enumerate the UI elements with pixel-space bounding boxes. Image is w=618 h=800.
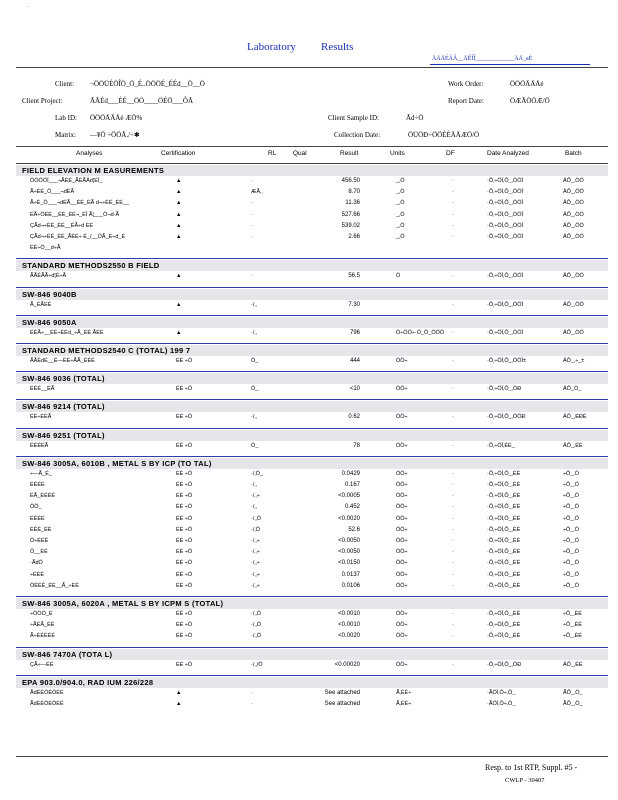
result-units: ÖÖ÷	[396, 622, 408, 629]
result-units: ÖÖ÷	[396, 358, 408, 364]
dilution-factor: ·	[452, 358, 454, 364]
result-units: ÖÖ÷	[396, 515, 408, 522]
result-units: ÖÖ÷	[396, 493, 408, 500]
batch-id: ÄÔ_‚ÉÉ	[563, 661, 583, 668]
result-units: ÖÖ÷	[396, 504, 408, 511]
result-units: ÖÖ÷	[396, 571, 408, 578]
section-divider	[16, 596, 608, 597]
col-rl: RL	[268, 150, 277, 157]
certification-mark: ▲	[176, 234, 182, 240]
reporting-limit: Ö_	[251, 358, 259, 364]
section-title: SW-846 3005A, 6010B , METAL S BY ICP (TO TAL)	[22, 458, 212, 468]
section-divider	[16, 287, 608, 288]
result-units: _‚Ö	[396, 234, 405, 240]
reporting-limit: ·/‚‚	[251, 504, 257, 511]
result-units: _‚Ö	[396, 222, 405, 229]
batch-id: ÄÔ_‚ÖÖ	[563, 234, 584, 240]
result-value: 78	[353, 442, 360, 449]
date-analyzed: ·Ô‚÷ÖÎ‚Ô_‚ÖÖÎ	[487, 189, 524, 196]
result-units: ÖÖ÷	[396, 549, 408, 556]
date-analyzed: ·Ô‚÷ÖÎ‚Ô_‚ÖÐ	[487, 661, 522, 668]
date-analyzed: ·Ô‚÷ÖÎ‚Ô_‚ÉÉ	[487, 633, 521, 640]
date-analyzed: ·Ô‚÷ÖÎ‚Ô_‚ÖÖÎ±	[487, 358, 527, 364]
analyte-name: ÃÃÉÃÃ÷d¦É÷Ã	[30, 273, 67, 280]
section-divider	[16, 315, 608, 316]
reporting-limit: ·	[251, 689, 253, 696]
reporting-limit: ·/‚‚Ö	[251, 622, 262, 629]
reporting-limit: ·/‚‚Ö	[251, 611, 262, 617]
dilution-factor: ·	[452, 515, 454, 522]
batch-id: ÄÔ_‚ÉÐÉ	[563, 414, 587, 421]
section-title: SW-846 9214 (TOTAL)	[22, 402, 105, 412]
analyte-name: ÇÃd¬÷ÉÉ_ÉÉ__ÉÃ÷d ÉÉ	[30, 222, 94, 229]
client-project-label: Client Project:	[22, 97, 63, 105]
result-value: 0.0106	[341, 582, 360, 589]
date-analyzed: ·Ô‚÷ÖÎ‚Ô_‚ÉÉ	[487, 611, 521, 617]
result-units: ÖÖ÷	[396, 482, 408, 488]
work-order-value: ÖÖÖÄÄÅé	[510, 80, 544, 88]
section-title: SW-846 9040B	[22, 289, 77, 299]
reporting-limit: ·	[251, 234, 253, 240]
certification-mark: ▲	[176, 329, 182, 336]
analyte-name: ÷ÉÉÉ	[30, 571, 45, 578]
certification-mark: ÉÉ ÷Ö	[176, 504, 193, 511]
section-title: SW-846 9036 (TOTAL)	[22, 374, 105, 384]
dilution-factor: ·	[452, 200, 454, 207]
work-order-label: Work Order:	[448, 80, 484, 88]
footer-rule	[16, 756, 608, 757]
batch-id: ÷Ô_‚Ö	[563, 515, 579, 522]
result-value: <0.0150	[338, 560, 360, 567]
date-analyzed: ·Ô‚÷ÖÎ‚Ô_‚ÖÖÎ	[487, 301, 524, 308]
top-blue-rule	[430, 64, 590, 65]
result-units: ÖÖ÷	[396, 661, 408, 668]
result-value: 7.30	[348, 301, 360, 308]
batch-id: ÃÔ_‚Ö_	[563, 701, 583, 707]
batch-id: ÷Ô_‚Ö	[563, 560, 579, 567]
analyte-name: ÉÉ÷ÉÉÃ	[30, 414, 52, 421]
analyte-name: ÉÉÃ÷__ÉÉ÷ÉÉd_÷Ã_ÉÉ ÃÉÉ	[30, 329, 104, 336]
section-title: SW-846 9050A	[22, 317, 77, 327]
batch-id: ÷Ô_‚Ö	[563, 538, 579, 544]
reporting-limit: ·/‚Ö_	[251, 470, 263, 477]
result-value: 456.50	[341, 178, 360, 184]
certification-mark: ÉÉ ÷Ö	[176, 526, 193, 533]
client-value: ¬ÖÖÜÉÖÎÖ_Ö_É..ÖÖÖÉ_ÉÉd__Ö__Ö	[90, 80, 205, 88]
result-value: 0.62	[348, 414, 360, 421]
batch-id: ÷Ô_‚ÉÉ	[563, 611, 582, 617]
result-value: <0.0005	[338, 493, 360, 500]
result-value: 11.36	[345, 200, 360, 207]
result-value: 444	[349, 358, 360, 364]
date-analyzed: ·Ô‚÷ÖÎ‚Ô_‚ÉÉ	[487, 571, 521, 578]
section-title: SW-846 3005A, 6020A , METAL S BY ICPM S (TOTAL)	[22, 599, 224, 608]
batch-id: ÄÔ_‚ÖÖ	[563, 222, 584, 229]
col-certification: Certification	[161, 150, 196, 157]
client-sample-id-label: Client Sample ID:	[328, 114, 379, 122]
analyte-name: ÖÖ_	[30, 504, 42, 511]
dilution-factor: ·	[452, 633, 454, 640]
result-value: <0.0050	[338, 538, 360, 544]
analyte-name: ÷ÖÖÖ_É	[30, 611, 53, 617]
result-units: Ö÷ÖÖ÷·Ö_Ö_ÖÖÖ	[396, 329, 445, 336]
result-units: Ö	[396, 273, 401, 280]
certification-mark: ÉÉ ÷Ö	[176, 611, 193, 617]
date-analyzed: ·Ô‚÷ÖÎ‚Ô_‚ÉÉ	[487, 538, 521, 544]
col-df: DF	[446, 150, 455, 157]
dilution-factor: ·	[452, 234, 454, 240]
batch-id: ÄÔ_‚ÉÉ	[563, 442, 583, 449]
result-value: 0.167	[344, 482, 360, 488]
batch-id: ÄÔ_‚ÖÖ	[563, 178, 584, 184]
section-divider	[16, 675, 608, 676]
date-analyzed: ·Ô‚÷ÖÎ‚Ô_‚ÖÖÎ	[487, 200, 524, 207]
certification-mark: ÉÉ ÷Ö	[176, 661, 193, 668]
date-analyzed: ·Ô‚÷ÖÎ‚Ô_‚ÖÖÎ	[487, 211, 524, 218]
result-units: ÖÖ÷	[396, 560, 408, 567]
reporting-limit: ·	[251, 178, 253, 184]
footer-response-note: Resp. to 1st RTP, Suppl. #5 -	[485, 763, 578, 772]
col-qual: Qual	[293, 150, 307, 157]
analyte-name: Ã÷É_Ö___¬dÉÃ__ÉÉ_ÉÃ d¬÷ÉÉ_ÉÉ__	[30, 200, 129, 207]
col-units: Units	[390, 150, 405, 157]
certification-mark: ÉÉ ÷Ö	[176, 571, 193, 578]
analyte-name: ÃÃÉdÉ__É—ÉÉ÷ÃÃ_ÉÉÉ	[30, 358, 95, 364]
certification-mark: ▲	[176, 689, 182, 696]
dilution-factor: ·	[452, 571, 454, 578]
result-value: 0.0137	[341, 571, 360, 578]
section-title: EPA 903.0/904.0, RAD IUM 226/228	[22, 677, 154, 687]
result-units: Ã‚ÉÉ÷	[396, 701, 412, 707]
section-header-bg	[16, 317, 608, 328]
certification-mark: ÉÉ ÷Ö	[176, 538, 193, 544]
batch-id: ÄÔ_‚ÖÖ	[563, 200, 584, 207]
client-project-value: ÃÃÉd___ÉÉ__ÖÖ____ÖÉÖ___ÔÃ	[90, 97, 194, 105]
reporting-limit: ·/‚‚÷	[251, 493, 260, 500]
reporting-limit: ·/‚‚	[251, 329, 257, 336]
certification-mark: ÉÉ ÷Ö	[176, 582, 193, 589]
matrix-value: —¥Ö ÷ÖÖÃ./÷✱	[90, 131, 140, 139]
section-title: SW-846 9251 (TOTAL)	[22, 430, 105, 440]
reporting-limit: ·/‚‚	[251, 301, 257, 308]
batch-id: ÄÔ_‚ÖÖ	[563, 273, 584, 280]
result-value: See attached	[324, 701, 360, 707]
dilution-factor: ·	[452, 661, 454, 668]
result-units: _‚Ö	[396, 200, 405, 207]
section-divider	[16, 399, 608, 400]
page-title-laboratory: Laboratory	[247, 41, 296, 53]
result-value: 56.5	[348, 273, 360, 280]
result-units: ÖÖ÷	[396, 633, 408, 640]
dilution-factor: ·	[452, 560, 454, 567]
dilution-factor: ·	[452, 386, 454, 393]
dilution-factor: ·	[452, 493, 454, 500]
client-sample-id-value: Ãd÷Ö	[406, 114, 424, 122]
page-title-results: Results	[321, 41, 354, 53]
result-units: _‚Ö	[396, 189, 405, 196]
col-result: Result	[340, 150, 359, 157]
result-value: <0.00020	[334, 661, 360, 668]
reporting-limit: ·/‚‚Ö	[251, 515, 262, 522]
analyte-name: ÉÉÉÉ	[30, 515, 45, 522]
result-value: <0.0020	[338, 633, 360, 640]
result-units: ÖÖ÷	[396, 538, 408, 544]
certification-mark: ÉÉ ÷Ö	[176, 633, 193, 640]
analyte-name: ÉÉ÷Ö__d÷Ã	[30, 245, 61, 252]
analyte-name: ÉÉÉÉ	[30, 482, 45, 488]
batch-id: ÷Ô_‚Ö	[563, 582, 579, 589]
analyte-name: ÇÃd¬÷ÉÉ_ÉÉ_ÃÉÉ÷ É_/__ÖÃ_É÷d_É	[30, 234, 126, 240]
section-divider	[16, 343, 608, 344]
batch-id: ÷Ô_‚Ö	[563, 549, 579, 556]
batch-id: ÷Ô_‚Ö	[563, 526, 579, 533]
analyte-name: ÉÉÉ__ÉÃ	[30, 386, 55, 393]
date-analyzed: ·Ô‚÷ÖÎ‚Ô_‚ÉÉ	[487, 493, 521, 500]
dilution-factor: ·	[452, 611, 454, 617]
dilution-factor: ·	[452, 178, 454, 184]
lab-id-value: ÖÖÖÄÄÅé ÆÖ%	[90, 114, 143, 122]
certification-mark: ▲	[176, 200, 182, 207]
dilution-factor: ·	[452, 442, 454, 449]
col-date-analyzed: Date Analyzed	[487, 150, 529, 157]
certification-mark: ÉÉ ÷Ö	[176, 414, 193, 421]
batch-id: ÄÔ_‚÷_±	[563, 358, 585, 364]
date-analyzed: ·Ô‚÷ÖÎ‚Ô_‚ÉÉ	[487, 560, 521, 567]
result-value: 796	[349, 329, 360, 336]
reporting-limit: ·	[251, 273, 253, 280]
section-title: STANDARD METHODS2540 C (TOTAL) 199 7	[22, 346, 191, 355]
batch-id: ÄÔ_Ö_	[563, 386, 582, 393]
certification-mark: ▲	[176, 222, 182, 229]
reporting-limit: ·	[251, 701, 253, 707]
analyte-name: Ã÷ÉÉÉÉÉ	[30, 633, 56, 640]
reporting-limit: ·/‚‚÷	[251, 549, 260, 556]
date-analyzed: ·Ô‚÷ÖÎ‚Ô_‚ÖÖÎ	[487, 273, 524, 280]
dilution-factor: ·	[452, 549, 454, 556]
reporting-limit: ·/‚‚	[251, 482, 257, 488]
analyte-name: ÷—Ã_É_	[30, 470, 52, 477]
analyte-name: ÃdÉÉÖÉÖÉÉ	[30, 701, 64, 707]
date-analyzed: ·Ô‚÷ÖÎ‚Ô_‚ÉÉ	[487, 582, 521, 589]
result-units: ÖÖ÷	[396, 470, 408, 477]
analyte-name: ÉÉÉÉÃ	[30, 442, 49, 449]
result-units: ÖÖ÷	[396, 582, 408, 589]
result-units: Ã‚ÉÉ÷	[396, 689, 412, 696]
batch-id: ÄÔ_‚ÖÖ	[563, 329, 584, 336]
result-value: 8.70	[348, 189, 360, 196]
reporting-limit: ·	[251, 211, 253, 218]
certification-mark: ▲	[176, 273, 182, 280]
client-label: Client:	[55, 80, 75, 88]
header-top-rule	[16, 67, 608, 68]
batch-id: ÄÔ_‚ÖÖ	[563, 301, 584, 308]
dilution-factor: ·	[452, 301, 454, 308]
date-analyzed: ·Ô‚÷ÖÎ‚Ô_‚ÖÖÎ	[487, 234, 524, 240]
section-header-bg	[16, 289, 608, 300]
result-value: <10	[349, 386, 360, 393]
certification-mark: ▲	[176, 211, 182, 218]
section-divider	[16, 456, 608, 457]
certification-mark: ÉÉ ÷Ö	[176, 442, 193, 449]
report-date-value: ÖÆÃÖÖÆ/Ö	[510, 97, 550, 105]
dilution-factor: ·	[452, 504, 454, 511]
certification-mark: ÉÉ ÷Ö	[176, 358, 193, 364]
result-units: _‚Ö	[396, 211, 405, 218]
batch-id: ÷Ô_‚ÉÉ	[563, 633, 582, 640]
date-analyzed: ·Ô‚÷ÖÎ‚Ô_‚ÉÉ	[487, 622, 521, 629]
top-right-code: ÄÄÄÉÃÂ__ÄÊÎÎ_____________ÄÄ_aÉ	[432, 56, 533, 62]
batch-id: ÷Ô_‚Ö	[563, 571, 579, 578]
dilution-factor: ·	[452, 470, 454, 477]
footer-document-id: CWLP - 30407	[505, 777, 545, 784]
batch-id: ÷Ô_‚Ö	[563, 470, 579, 477]
result-value: 52.6	[348, 526, 360, 533]
section-divider	[16, 371, 608, 372]
reporting-limit: Ö_	[251, 386, 259, 393]
section-divider	[16, 428, 608, 429]
batch-id: ÄÔ_‚ÖÖ	[563, 189, 584, 196]
analyte-name: ÃdÉÉÖÉÖÉÉ	[30, 689, 64, 696]
reporting-limit: ·/‚Ö	[251, 526, 260, 533]
corner-mark: .	[27, 4, 29, 9]
reporting-limit: ÆÃ‚‚	[251, 189, 263, 196]
result-value: 2.66	[348, 234, 360, 240]
result-units: _‚Ö	[396, 178, 405, 184]
dilution-factor: ·	[452, 222, 454, 229]
section-title: STANDARD METHODS2550 B FIELD	[22, 261, 160, 271]
analyte-name: Ã÷ÉÉ_Ö___¬dÉÃ	[30, 189, 75, 196]
certification-mark: ÉÉ ÷Ö	[176, 386, 193, 393]
section-divider	[16, 647, 608, 648]
analyte-name: ÉÃ÷ÖÉÉ__ÉÉ_ÉÉ¬_ÉÎ Ã¦___Ö¬d·Ã	[30, 211, 120, 218]
reporting-limit: Ö_	[251, 442, 259, 449]
batch-id: ÷Ô_‚Ö	[563, 504, 579, 511]
certification-mark: ÉÉ ÷Ö	[176, 622, 193, 629]
section-title: SW-846 7470A (TOTA L)	[22, 649, 113, 659]
result-units: ÖÖ÷	[396, 386, 408, 393]
date-analyzed: ·ÃÖÎ‚Ô÷‚Ö_	[487, 701, 516, 707]
reporting-limit: ·/‚‚÷	[251, 571, 260, 578]
dilution-factor: ·	[452, 273, 454, 280]
section-title: FIELD ELEVATION M EASUREMENTS	[22, 166, 165, 175]
date-analyzed: ·Ô‚÷ÖÎ‚ÉÉ_	[487, 442, 515, 449]
dilution-factor: ·	[452, 189, 454, 196]
dilution-factor: ·	[452, 329, 454, 336]
reporting-limit: ·/‚‚/Ö	[251, 661, 263, 668]
certification-mark: ÉÉ ÷Ö	[176, 493, 193, 500]
certification-mark: ÉÉ ÷Ö	[176, 515, 193, 522]
report-date-label: Report Date:	[448, 97, 484, 105]
dilution-factor: ·	[452, 414, 454, 421]
result-units: ÖÖ÷	[396, 526, 408, 533]
date-analyzed: ·Ô‚÷ÖÎ‚Ô_‚ÉÉ	[487, 482, 521, 488]
certification-mark: ÉÉ ÷Ö	[176, 470, 193, 477]
matrix-label: Matrix:	[55, 131, 76, 139]
batch-id: ÷Ô_‚Ö	[563, 493, 579, 500]
certification-mark: ÉÉ ÷Ö	[176, 560, 193, 567]
result-value: 0.452	[344, 504, 360, 511]
dilution-factor: ·	[452, 582, 454, 589]
date-analyzed: ·Ô‚÷ÖÎ‚Ô_‚ÖÐ	[487, 386, 522, 393]
result-units: ÖÖ÷	[396, 442, 408, 449]
analyte-name: ÷ÃÉÃ_ÉÉ	[30, 622, 55, 629]
col-batch: Batch	[565, 150, 582, 157]
result-value: <0.0050	[338, 549, 360, 556]
certification-mark: ▲	[176, 189, 182, 196]
date-analyzed: ·Ô‚÷ÖÎ‚Ô_‚ÖÖÐ	[487, 414, 526, 421]
result-value: <0.0010	[338, 611, 360, 617]
result-value: See attached	[324, 689, 360, 696]
analyte-name: ÉÉÉ_ÉÉ	[30, 526, 52, 533]
date-analyzed: ·Ô‚÷ÖÎ‚Ô_‚ÖÖÎ	[487, 222, 524, 229]
date-analyzed: ·Ô‚÷ÖÎ‚Ô_‚ÉÉ	[487, 470, 521, 477]
date-analyzed: ·Ô‚÷ÖÎ‚Ô_‚ÖÖÎ	[487, 329, 524, 336]
analyte-name: ÉÃ_ÉÉÉÉ	[30, 493, 56, 500]
result-units: ÖÖ÷	[396, 611, 408, 617]
lab-id-label: Lab ID:	[55, 114, 77, 122]
analyte-name: ÖÖÖÖÎ___¬ÃÉÉ_ÃÉÃÄd¦ÉÎ_	[30, 178, 103, 184]
reporting-limit: ·/‚‚÷	[251, 582, 260, 589]
batch-id: ÄÔ_‚ÖÖ	[563, 211, 584, 218]
analyte-name: ÇÃ÷—ÉÉ	[30, 661, 54, 668]
certification-mark: ÉÉ ÷Ö	[176, 549, 193, 556]
dilution-factor: ·	[452, 526, 454, 533]
date-analyzed: ·Ô‚÷ÖÎ‚Ô_‚ÉÉ	[487, 549, 521, 556]
analyte-name: Ö__ÉÉ	[30, 549, 48, 556]
analyte-name: ÖÉÉÉ_ÉÉ__Ã_÷ÉÉ	[30, 582, 79, 589]
certification-mark: ▲	[176, 178, 182, 184]
analyte-name: Ö÷ÉÉÉ	[30, 538, 49, 544]
result-value: <0.0010	[338, 622, 360, 629]
reporting-limit: ·/‚‚÷	[251, 560, 260, 567]
section-divider	[16, 258, 608, 259]
result-value: 527.66	[341, 211, 360, 218]
result-value: 539.02	[341, 222, 360, 229]
reporting-limit: ·/‚‚	[251, 414, 257, 421]
date-analyzed: ·Ô‚÷ÖÎ‚Ô_‚ÉÉ	[487, 515, 521, 522]
batch-id: ÷Ô_‚Ö	[563, 482, 579, 488]
certification-mark: ÉÉ ÷Ö	[176, 482, 193, 488]
batch-id: ÷Ô_‚ÉÉ	[563, 622, 582, 629]
result-units: ÖÖ÷	[396, 414, 408, 421]
reporting-limit: ·/‚‚Ö	[251, 633, 262, 640]
result-value: 0.0429	[341, 470, 360, 477]
dilution-factor: ·	[452, 211, 454, 218]
analyte-name: Ã_ÉÃÉÉ	[30, 301, 52, 308]
certification-mark: ▲	[176, 701, 182, 707]
certification-mark: ▲	[176, 301, 182, 308]
date-analyzed: ·Ô‚÷ÖÎ‚Ô_‚ÉÉ	[487, 526, 521, 533]
date-analyzed: ·Ô‚÷ÖÎ‚Ô_‚ÉÉ	[487, 504, 521, 511]
date-analyzed: ·ÃÖÎ‚Ô÷‚Ö_	[487, 689, 516, 696]
col-analyses: Analyses	[76, 150, 103, 157]
reporting-limit: ·	[251, 222, 253, 229]
dilution-factor: ·	[452, 622, 454, 629]
reporting-limit: ·/‚‚÷	[251, 538, 260, 544]
batch-id: ÃÔ_‚Ö_	[563, 689, 583, 696]
analyte-name: ·ÃdÖ	[30, 560, 43, 567]
collection-date-label: Collection Date:	[334, 131, 381, 139]
dilution-factor: ·	[452, 538, 454, 544]
result-value: <0.0020	[338, 515, 360, 522]
date-analyzed: ·Ô‚÷ÖÎ‚Ô_‚ÖÖÎ	[487, 178, 524, 184]
dilution-factor: ·	[452, 482, 454, 488]
collection-date-value: ÖÜÖÐ÷ÖÖÉÉÄÄÆÖ/Ö	[408, 131, 480, 139]
reporting-limit: ·	[251, 200, 253, 207]
